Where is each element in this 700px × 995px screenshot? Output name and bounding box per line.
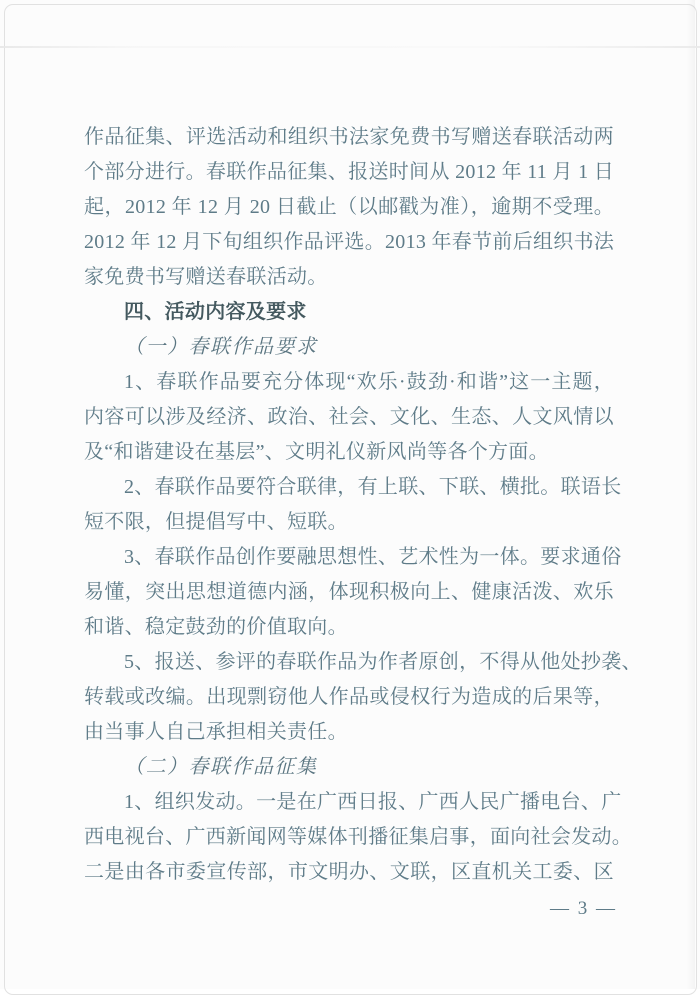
text-line: 转载或改编。出现剽窃他人作品或侵权行为造成的后果等， bbox=[84, 686, 614, 708]
document-body bbox=[84, 120, 642, 890]
text-line: 家免费书写赠送春联活动。 bbox=[84, 266, 328, 288]
text-line: 和谐、稳定鼓劲的价值取向。 bbox=[84, 616, 348, 638]
text-line: 短不限，但提倡写中、短联。 bbox=[84, 511, 348, 533]
text-line: 个部分进行。春联作品征集、报送时间从 2012 年 11 月 1 日 bbox=[84, 161, 614, 183]
scan-artifact-line bbox=[0, 46, 700, 48]
text-line: 及“和谐建设在基层”、文明礼仪新风尚等各个方面。 bbox=[84, 441, 549, 463]
text-line: （二）春联作品征集 bbox=[124, 756, 318, 778]
text-line: 5、报送、参评的春联作品为作者原创，不得从他处抄袭、 bbox=[124, 651, 642, 673]
text-line: 1、组织发动。一是在广西日报、广西人民广播电台、广 bbox=[124, 791, 622, 813]
text-line: 2012 年 12 月下旬组织作品评选。2013 年春节前后组织书法 bbox=[84, 231, 615, 253]
text-line: 由当事人自己承担相关责任。 bbox=[84, 721, 348, 743]
page-number: — 3 — bbox=[550, 898, 617, 919]
text-line: 3、春联作品创作要融思想性、艺术性为一体。要求通俗 bbox=[124, 546, 622, 568]
text-line: 起，2012 年 12 月 20 日截止（以邮戳为准），逾期不受理。 bbox=[84, 196, 614, 218]
text-line: 1、春联作品要充分体现“欢乐·鼓劲·和谐”这一主题， bbox=[124, 371, 614, 393]
text-line: 作品征集、评选活动和组织书法家免费书写赠送春联活动两 bbox=[84, 126, 614, 148]
text-line: 二是由各市委宣传部，市文明办、文联，区直机关工委、区 bbox=[84, 861, 614, 883]
text-line: （一）春联作品要求 bbox=[124, 336, 318, 358]
text-line: 内容可以涉及经济、政治、社会、文化、生态、人文风情以 bbox=[84, 406, 614, 428]
text-line: 西电视台、广西新闻网等媒体刊播征集启事，面向社会发动。 bbox=[84, 826, 633, 848]
text-line: 四、活动内容及要求 bbox=[124, 301, 307, 323]
text-line: 2、春联作品要符合联律，有上联、下联、横批。联语长 bbox=[124, 476, 622, 498]
scan-right-shadow bbox=[686, 0, 695, 989]
text-line: 易懂，突出思想道德内涵，体现积极向上、健康活泼、欢乐 bbox=[84, 581, 614, 603]
